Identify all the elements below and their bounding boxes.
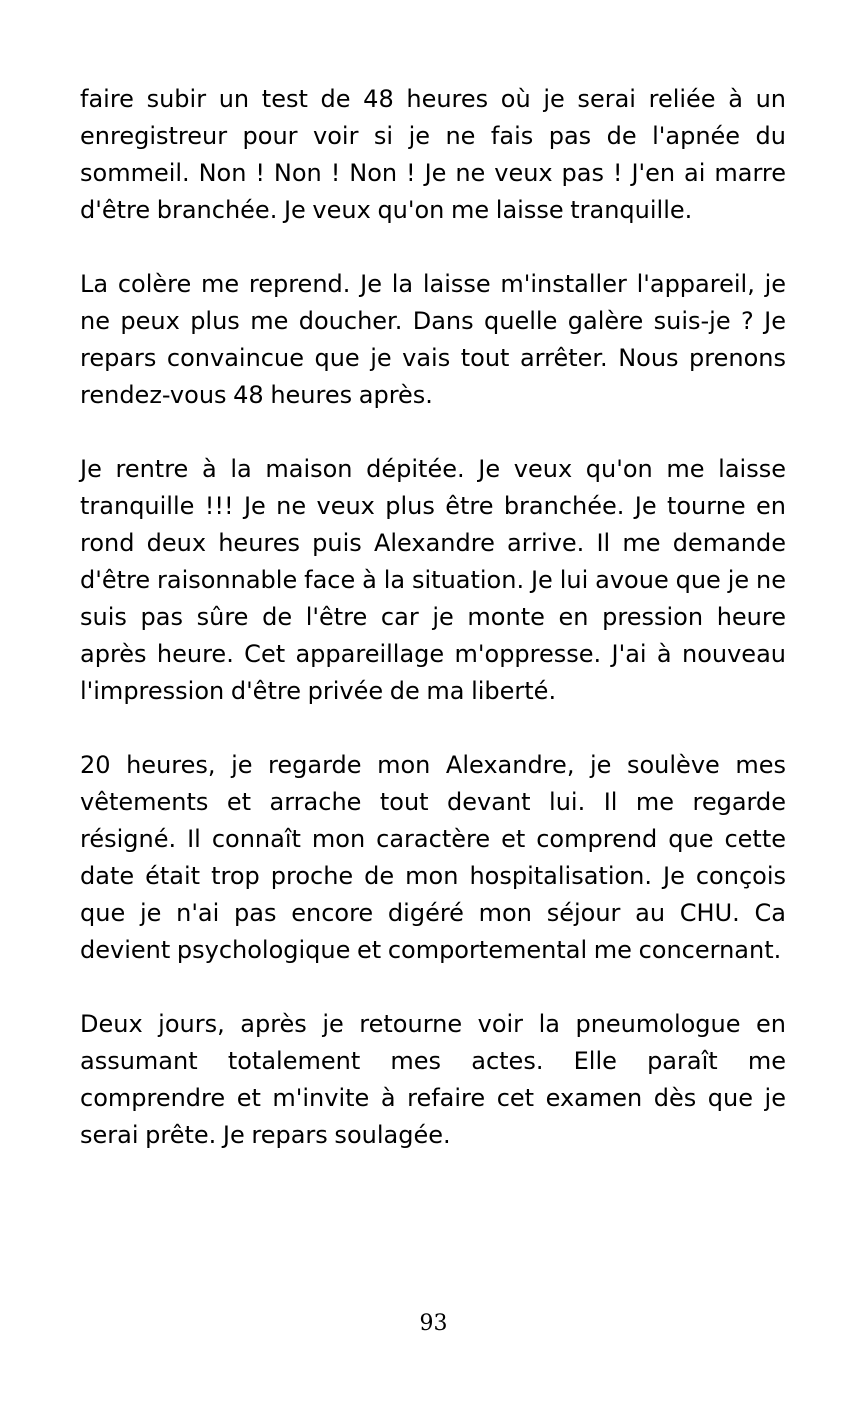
body-text [80,81,786,1191]
paragraph-3: Je rentre à la maison dépitée. Je veux qu'on me laisse tranquille !!! Je ne veux plus être branchée. Je tourne en rond deux heures puis Alexandre arrive. Il me demande d'être raisonnable face à la situation. Je lui avoue que je ne suis pas sûre de l'être car je monte en pression heure après heure. Cet appareillage m'oppresse. J'ai à nouveau l'impression d'être privée de ma liberté. [80,455,786,705]
paragraph-2: La colère me reprend. Je la laisse m'installer l'appareil, je ne peux plus me doucher. Dans quelle galère suis-je ? Je repars convaincue que je vais tout arrêter. Nous prenons rendez-vous 48 heures après. [80,270,786,409]
page-number: 93 [419,1311,448,1336]
paragraph-5: Deux jours, après je retourne voir la pneumologue en assumant totalement mes actes. Elle paraît me comprendre et m'invite à refaire cet examen dès que je serai prête. Je repars soulagée. [80,1010,786,1149]
paragraph-4: 20 heures, je regarde mon Alexandre, je soulève mes vêtements et arrache tout devant lui. Il me regarde résigné. Il connaît mon caractère et comprend que cette date était trop proche de mon hospitalisation. Je conçois que je n'ai pas encore digéré mon séjour au CHU. Ca devient psychologique et comportemental me concernant. [80,751,786,964]
paragraph-1: faire subir un test de 48 heures où je serai reliée à un enregistreur pour voir si je ne fais pas de l'apnée du sommeil. Non ! Non ! Non ! Je ne veux pas ! J'en ai marre d'être branchée. Je veux qu'on me laisse tranquille. [80,85,786,224]
